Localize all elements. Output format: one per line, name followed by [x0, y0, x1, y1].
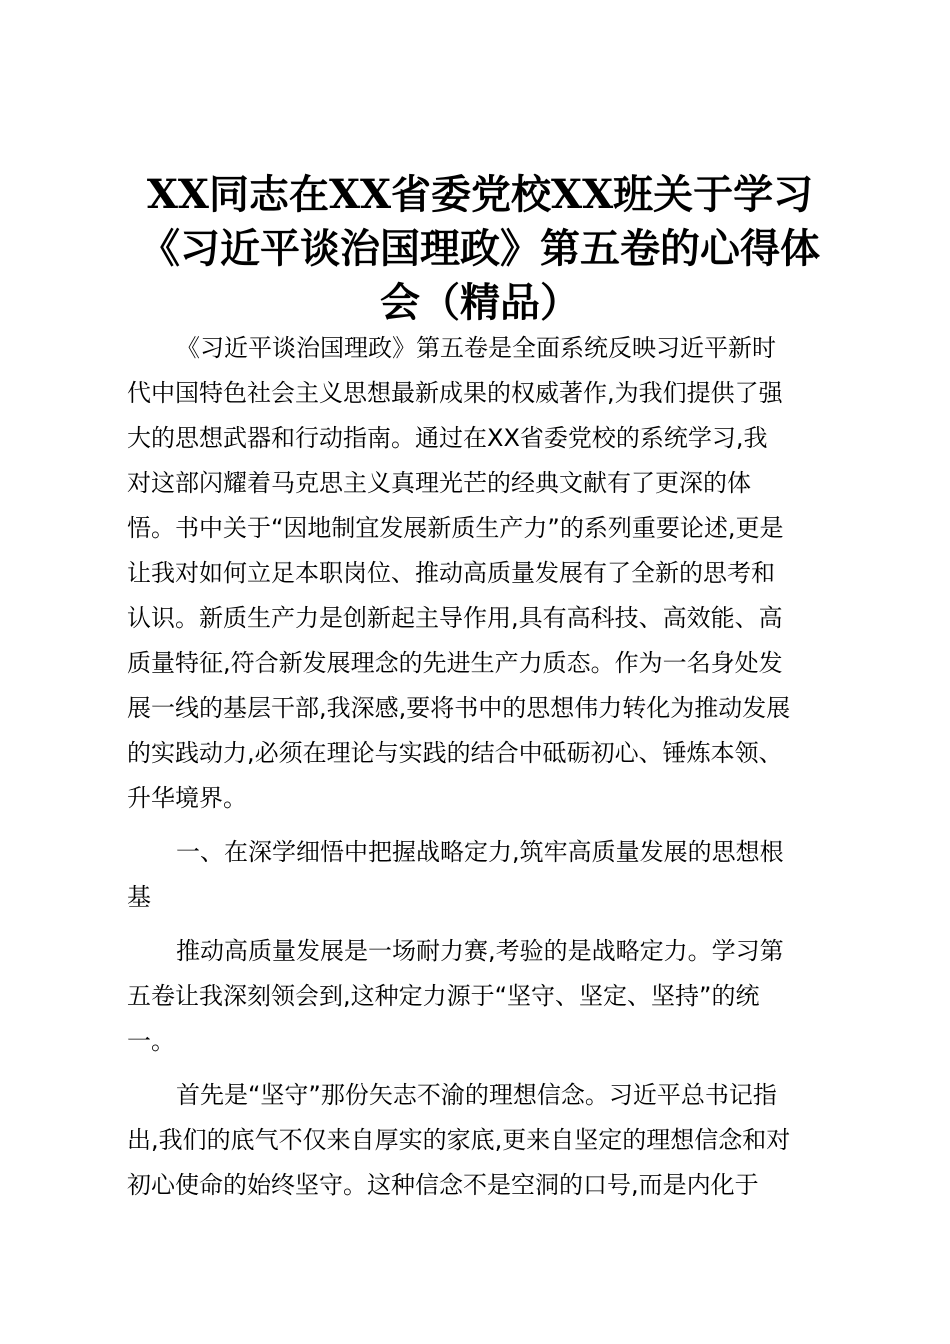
title-line: 《习近平谈治国理政》第五卷的心得体	[140, 225, 820, 272]
document-body	[127, 326, 839, 1208]
paragraph-line: 悟。书中关于“因地制宜发展新质生产力”的系列重要论述,更是	[127, 514, 784, 542]
paragraph-line: 初心使命的始终坚守。这种信念不是空洞的口号,而是内化于	[127, 1171, 759, 1199]
paragraph-line: 的实践动力,必须在理论与实践的结合中砥砺初心、锤炼本领、	[127, 739, 783, 767]
title-line: 会（精品）	[380, 279, 580, 326]
paragraph-line: 五卷让我深刻领会到,这种定力源于“坚守、坚定、坚持”的统	[127, 982, 760, 1010]
paragraph-line: 升华境界。	[127, 784, 247, 812]
paragraph-line: 推动高质量发展是一场耐力赛,考验的是战略定力。学习第	[176, 937, 784, 965]
paragraph-ideals	[127, 1073, 839, 1208]
paragraph-line: 代中国特色社会主义思想最新成果的权威著作,为我们提供了强	[127, 379, 783, 407]
title-line: XX同志在XX省委党校XX班关于学习	[146, 171, 814, 218]
paragraph-line: 出,我们的底气不仅来自厚实的家底,更来自坚定的理想信念和对	[127, 1126, 791, 1154]
document-title	[120, 168, 840, 330]
paragraph-line: 质量特征,符合新发展理念的先进生产力质态。作为一名身处发	[127, 649, 783, 677]
heading-line: 一、在深学细悟中把握战略定力,筑牢高质量发展的思想根	[176, 838, 784, 866]
paragraph-line: 展一线的基层干部,我深感,要将书中的思想伟力转化为推动发展	[127, 694, 791, 722]
paragraph-line: 《习近平谈治国理政》第五卷是全面系统反映习近平新时	[176, 334, 776, 362]
paragraph-strategic-focus	[127, 929, 839, 1064]
paragraph-line: 大的思想武器和行动指南。通过在XX省委党校的系统学习,我	[127, 424, 768, 452]
heading-line: 基	[127, 883, 151, 911]
paragraph-intro	[127, 326, 839, 821]
section-heading-1	[127, 830, 839, 920]
paragraph-line: 让我对如何立足本职岗位、推动高质量发展有了全新的思考和	[127, 559, 775, 587]
paragraph-line: 认识。新质生产力是创新起主导作用,具有高科技、高效能、高	[127, 604, 783, 632]
paragraph-line: 对这部闪耀着马克思主义真理光芒的经典文献有了更深的体	[127, 469, 751, 497]
paragraph-line: 一。	[127, 1027, 175, 1055]
paragraph-line: 首先是“坚守”那份矢志不渝的理想信念。习近平总书记指	[176, 1081, 777, 1109]
